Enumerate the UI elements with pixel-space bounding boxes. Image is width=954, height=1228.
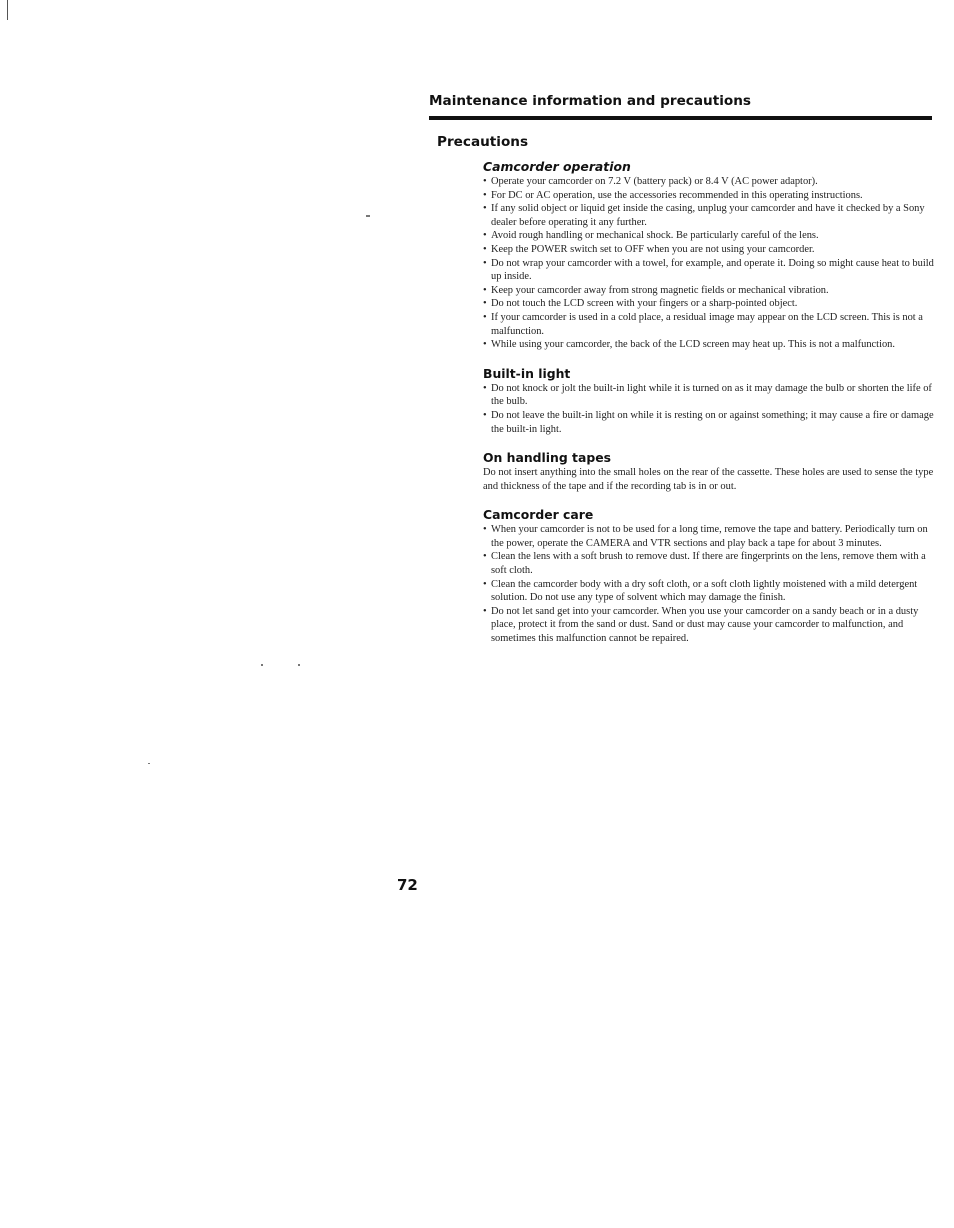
- paragraph: Do not insert anything into the small holes on the rear of the cassette. These holes are used to sense the type and thickness of the tape and if the recording tab is in or out.: [483, 467, 934, 492]
- subsection-camcorder-operation: [483, 159, 935, 352]
- scan-speck: [298, 664, 300, 666]
- bullet-list: [483, 382, 935, 436]
- list-item: • Keep the POWER switch set to OFF when you are not using your camcorder.: [483, 243, 935, 257]
- header-rule: [429, 116, 932, 120]
- scan-edge-mark: [7, 0, 8, 20]
- section-title: Precautions: [437, 134, 529, 150]
- list-item: • Do not knock or jolt the built-in light while it is turned on as it may damage the bulb or shorten the life of the bulb.: [483, 382, 935, 409]
- list-item: • Do not wrap your camcorder with a towel, for example, and operate it. Doing so might cause heat to build up inside.: [483, 257, 935, 284]
- list-item: • While using your camcorder, the back of the LCD screen may heat up. This is not a malfunction.: [483, 338, 935, 352]
- list-item: • Do not touch the LCD screen with your fingers or a sharp-pointed object.: [483, 297, 935, 311]
- scan-speck: [366, 215, 370, 217]
- list-item: • Keep your camcorder away from strong magnetic fields or mechanical vibration.: [483, 284, 935, 298]
- subsection-title: Camcorder operation: [483, 159, 631, 174]
- subsection-title: Camcorder care: [483, 507, 594, 523]
- list-item: • Clean the camcorder body with a dry soft cloth, or a soft cloth lightly moistened with a mild detergent solution. Do not use any type of solvent which may damage the finish.: [483, 578, 935, 605]
- list-item: • If your camcorder is used in a cold place, a residual image may appear on the LCD screen. This is not a malfunction.: [483, 311, 935, 338]
- list-item: • Operate your camcorder on 7.2 V (battery pack) or 8.4 V (AC power adaptor).: [483, 175, 935, 189]
- list-item: • Avoid rough handling or mechanical shock. Be particularly careful of the lens.: [483, 229, 935, 243]
- subsection-title: Built-in light: [483, 365, 571, 381]
- list-item: • When your camcorder is not to be used for a long time, remove the tape and battery. Periodically turn on the power, operate the CAMERA and VTR sections and play back a tape for about 3 minutes.: [483, 523, 935, 550]
- content-column: [483, 159, 935, 646]
- list-item: • For DC or AC operation, use the accessories recommended in this operating instructions.: [483, 189, 935, 203]
- list-item: • Do not leave the built-in light on while it is resting on or against something; it may cause a fire or damage the built-in light.: [483, 409, 935, 436]
- list-item: • Do not let sand get into your camcorder. When you use your camcorder on a sandy beach or in a dusty place, protect it from the sand or dust. Sand or dust may cause your camcorder to malfunction, and sometimes this malfunction cannot be repaired.: [483, 605, 935, 646]
- subsection-handling-tapes: [483, 450, 935, 493]
- list-item: • Clean the lens with a soft brush to remove dust. If there are fingerprints on the lens, remove them with a soft cloth.: [483, 550, 935, 577]
- scan-speck: [261, 664, 263, 666]
- page-number: 72: [397, 876, 418, 894]
- list-item: • If any solid object or liquid get inside the casing, unplug your camcorder and have it checked by a Sony dealer before operating it any further.: [483, 202, 935, 229]
- scan-speck: [148, 763, 150, 764]
- bullet-list: [483, 523, 935, 645]
- subsection-camcorder-care: [483, 507, 935, 645]
- bullet-list: [483, 175, 935, 352]
- subsection-title: On handling tapes: [483, 450, 611, 466]
- subsection-built-in-light: [483, 366, 935, 436]
- chapter-header-title: Maintenance information and precautions: [429, 93, 751, 109]
